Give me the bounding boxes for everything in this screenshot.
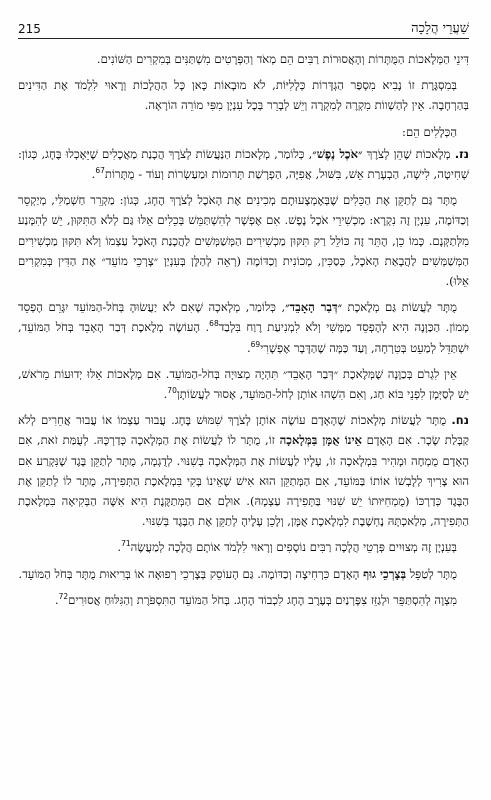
section-number-58: נח.: [451, 413, 469, 428]
term-not-expert: אֵינוֹ אֻמָּן בַּמְּלָאכָה: [279, 433, 362, 448]
running-header: [18, 14, 469, 36]
paragraph-57: נז. מְלָאכוֹת שֶׁהֵן לְצֹרֶךְ ״אֹכֶל נֶפֶשׁ״, כְּלוֹמַר, מְלָאכוֹת הַנַּעֲשׂוֹת לְצֹרֶךְ הֲכָנַת מַאֲכָלִים שֶׁיֵּאָכְלוּ בֶּחָג, כְּגוֹן: שְׁחִיטָה, לִישָׁה, הַבְעָרַת אֵשׁ, בִּשּׁוּל, אֲפִיָּה, הַפְרָשַׁת תְּרוּמוֹת וּמַעַשְׂרוֹת וְעוֹד - מֻתָּרוֹת$^{67}$.: [18, 146, 469, 182]
paragraph-no-planning: אֵין לִגְרֹם בְּכַוָּנָה שֶׁמְּלֶאכֶת ״דְּבַר הָאָבֵד״ תִּהְיֶה מְצוּיָה בְּחֹל-הַמּוֹעֵד. אִם מְלָאכוֹת אֵלּוּ יְדוּעוֹת מֵרֹאשׁ, יֵשׁ לְסַיְּמָן לִפְנֵי בּוֹא חַג, וְאִם הִשְׁהוּ אוֹתָן לְחֹל-הַמּוֹעֵד, אָסוּר לַעֲשׂוֹתָן$^{70}$.: [18, 366, 469, 402]
term-davar-haaved: ״דְּבַר הָאָבֵד״: [285, 300, 342, 315]
footnote-ref-68: 68: [209, 319, 219, 329]
footnote-ref-71: 71: [121, 539, 131, 549]
section-number-57: נז.: [454, 146, 469, 161]
paragraph-body-needs: מֻתָּר לְטַפֵּל בְּצָרְכֵי גוּף הָאָדָם כִּרְחִיצָה וְכַדּוֹמֶה. גַּם הָעוֹסֵק בְּצָרְכֵי רְפוּאָה אוֹ בְּרִיאוּת מֻתָּר בְּחֹל הַמּוֹעֵד.: [18, 566, 457, 581]
paragraph-details: בְּעִנְיָן זֶה מְצוּיִים פְּרָטֵי הֲלָכָה רַבִּים נוֹסָפִים וְרָאוּי לִלְמֹד אוֹתָם הֲלָכָה לְמַעֲשֶׂה$^{71}$.: [117, 539, 457, 555]
paragraph-2: בְּמִסְגֶּרֶת זוֹ נָבִיא מִסְפַּר הַגְדָּרוֹת כְּלָלִיּוֹת, לֹא מוּבָאוֹת כָּאן כָּל הַהֲלָכוֹת וְרָאוּי לִלְמֹד אֶת הַדִּינִים בְּהַרְחָבָה. אֵין לְהַשְׁווֹת מִקְרֶה לְמִקְרֶה וְיֵשׁ לְבָרֵר בְּכָל עִנְיָן מִפִּי מוֹרֵה הוֹרָאָה.: [18, 78, 469, 113]
body-text: [18, 49, 469, 610]
paragraph-tools: מֻתָּר גַּם לְתַקֵּן אֶת הַכֵּלִים שֶׁבְּאֶמְצָעוּתָם מְכִינִים אֶת הָאֹכֶל לְצֹרֶךְ הֶחָג, כְּגוֹן: מַקְרֵר חַשְׁמַלִּי, מְיַקְסֵר וְכַדּוֹמֶה, עִנְיָן זֶה נִקְרָא: מַכְשִׁירֵי אֹכֶל נֶפֶשׁ. אִם אֶפְשָׁר לְהִשְׁתַּמֵּשׁ בְּכֵלִים אֵלּוּ גַּם לְלֹא הַתִּקּוּן, יֵשׁ לְהִמָּנַע מִלְּתַקְּנָם. כָּמוֹ כֵן, הֶתֵּר זֶה כּוֹלֵל רַק תִּקּוּן מַכְשִׁירִים הַמְּשַׁמְּשִׁים לַהֲכָנַת הָאֹכֶל עַצְמוֹ וְלֹא תִּקּוּן מַכְשִׁירִים הַמְּשַׁמְּשִׁים לַהֲבָאַת הָאֹכֶל, כְּסַכִּין, מְכוֹנִית וְכַדּוֹמֶה (רְאֵה לְהַלָּן בְּעִנְיַן ״צָרְכֵי מוֹעֵד״ אֶת הַדִּין בְּמִקְרִים אֵלּוּ).: [18, 193, 469, 289]
footnote-ref-69: 69: [250, 339, 261, 349]
page-number: 215: [18, 22, 41, 36]
header-rule: [18, 38, 469, 39]
paragraph-3: הַכְּלָלִים הֵם:: [402, 124, 457, 139]
paragraph-haircut: מִצְוָה לְהִסְתַּפֵּר וּלְגַזֵּז צִפָּרְנַיִם בְּעֶרֶב הֶחָג לִכְבוֹד הֶחָג. בְּחֹל הַמּוֹעֵד הַתִּסְפֹּרֶת וְהַגִּלּוּחַ אֲסוּרִים$^{72}$.: [54, 592, 457, 607]
paragraph-1: דִּינֵי הַמְּלָאכוֹת הַמֻּתָּרוֹת וְהָאֲסוּרוֹת רַבִּים הֵם מְאֹד וְהַפְּרָטִים מִשְׁתַּנִּים בְּמִקְרִים הַשּׁוֹנִים.: [96, 52, 469, 66]
running-title: שַׁעֲרֵי הֲלָכָה: [411, 21, 469, 36]
footnote-ref-70: 70: [167, 386, 177, 396]
term-ochel-nefesh: ״אֹכֶל נֶפֶשׁ״: [312, 146, 363, 161]
term-body-needs: בְּצָרְכֵי גוּף: [363, 566, 407, 581]
footnote-ref-67: 67: [95, 166, 105, 176]
paragraph-58: נח. מֻתָּר לַעֲשׂוֹת מְלָאכוֹת שֶׁהָאָדָם עוֹשֶׂה אוֹתָן לְצֹרֶךְ שִׁמּוּשׁ בֶּחָג. עֲבוּר עַצְמוֹ אוֹ עֲבוּר אֲחֵרִים לְלֹא קַבָּלַת שָׂכָר. אִם הָאָדָם אֵינוֹ אֻמָּן בַּמְּלָאכָה זוֹ, מֻתָּר לוֹ לַעֲשׂוֹת אֶת הַמְּלָאכָה כְּדַרְכָּהּ. לְעֻמַּת זֹאת, אִם הָאָדָם מֻמְחֶה וּמָהִיר בִּמְלָאכָה זוֹ, עָלָיו לַעֲשׂוֹת אֶת הַמְּלָאכָה בְּשִׁנּוּי. לְדֻגְמָה, מֻתָּר לְתַקֵּן בֶּגֶד שֶׁנִּקְרַע אִם הוּא צָרִיךְ לְלָבְשׁוֹ אוֹתוֹ בַּמּוֹעֵד, אִם הַמְּתַקֵּן הוּא אִישׁ שֶׁאֵינוֹ בָּקִי בִּמְלֶאכֶת הַתְּפִירָה, מֻתָּר לוֹ לְתַקֵּן אֶת הַבֶּגֶד כְּדַרְכּוֹ (מֻמְחִיּוּתוֹ יֵשׁ שִׁנּוּי בַּתְּפִירָה עַצְמָהּ). אוּלָם אִם הַמְּתַקֶּנֶת הִיא אִשָּׁה הַבְּקִיאָה בִּמְלֶאכֶת הַתְּפִירָה, מְלַאכְתָּהּ נֶחְשֶׁבֶת לִמְלֶאכֶת אֻמָּן, וְלָכֵן עָלֶיהָ לְתַקֵּן אֶת הַבֶּגֶד בְּשִׁנּוּי.: [18, 413, 469, 529]
paragraph-davar-haaved: מֻתָּר לַעֲשׂוֹת גַּם מְלֶאכֶת ״דְּבַר הָאָבֵד״, כְּלוֹמַר, מְלָאכָה שֶׁאִם לֹא יַעֲשׂוּהָ בְּחֹל-הַמּוֹעֵד יִגָּרֵם הֶפְסֵד מָמוֹן. הַכַּוָּנָה הִיא לְהֶפְסֵד מַמָּשִׁי וְלֹא לִמְנִיעַת רֶוַח בִּלְבַד$^{68}$. הָעוֹשֶׂה מְלֶאכֶת דְּבַר הָאָבֵד בְּחֹל הַמּוֹעֵד, יִשְׁתַּדֵּל לְמַעֵט בְּטִרְחָה, וְעַד כַּמָּה שֶׁהַדָּבָר אֶפְשָׁרִי$^{69}$.: [18, 300, 470, 355]
footnote-ref-72: 72: [58, 592, 69, 602]
